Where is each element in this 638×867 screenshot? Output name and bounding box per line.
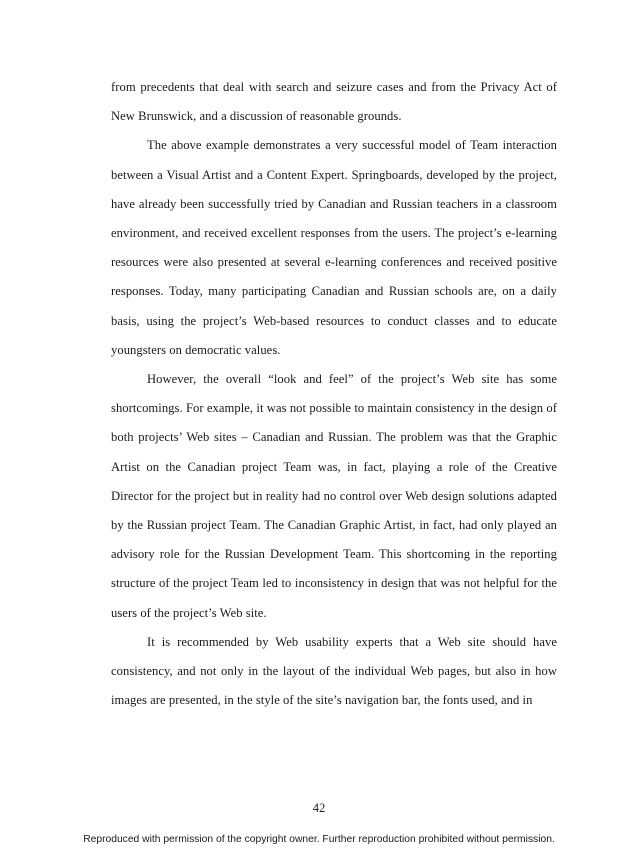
paragraph-team-interaction: The above example demonstrates a very successful model of Team interaction between a Visual Artist and a Content Expert. Springboards, developed by the project, have already been successfully tried by Canadian and Russian teachers in a classroom environment, and received excellent responses from the users. The project’s e-learning resources were also presented at several e-learning conferences and received positive responses. Today, many participating Canadian and Russian schools are, on a daily basis, using the project’s Web-based resources to conduct classes and to educate youngsters on democratic values. — [111, 138, 557, 357]
body-text — [111, 73, 557, 715]
paragraph-continuation: from precedents that deal with search and seizure cases and from the Privacy Act of New Brunswick, and a discussion of reasonable grounds. — [111, 80, 557, 124]
paragraph-consistency: It is recommended by Web usability experts that a Web site should have consistency, and not only in the layout of the individual Web pages, but also in how images are presented, in the style of the site’s navigation bar, the fonts used, and in — [111, 634, 557, 708]
paragraph-shortcomings: However, the overall “look and feel” of the project’s Web site has some shortcomings. For example, it was not possible to maintain consistency in the design of both projects’ Web sites – Canadian and Russian. The problem was that the Graphic Artist on the Canadian project Team was, in fact, playing a role of the Creative Director for the project but in reality had no control over Web design solutions adapted by the Russian project Team. The Canadian Graphic Artist, in fact, had only played an advisory role for the Russian Development Team. This shortcoming in the reporting structure of the project Team led to inconsistency in design that was not helpful for the users of the project’s Web site. — [111, 372, 557, 620]
reproduction-notice: Reproduced with permission of the copyright owner. Further reproduction prohibited without permission. — [83, 834, 555, 845]
page-number: 42 — [312, 801, 326, 815]
